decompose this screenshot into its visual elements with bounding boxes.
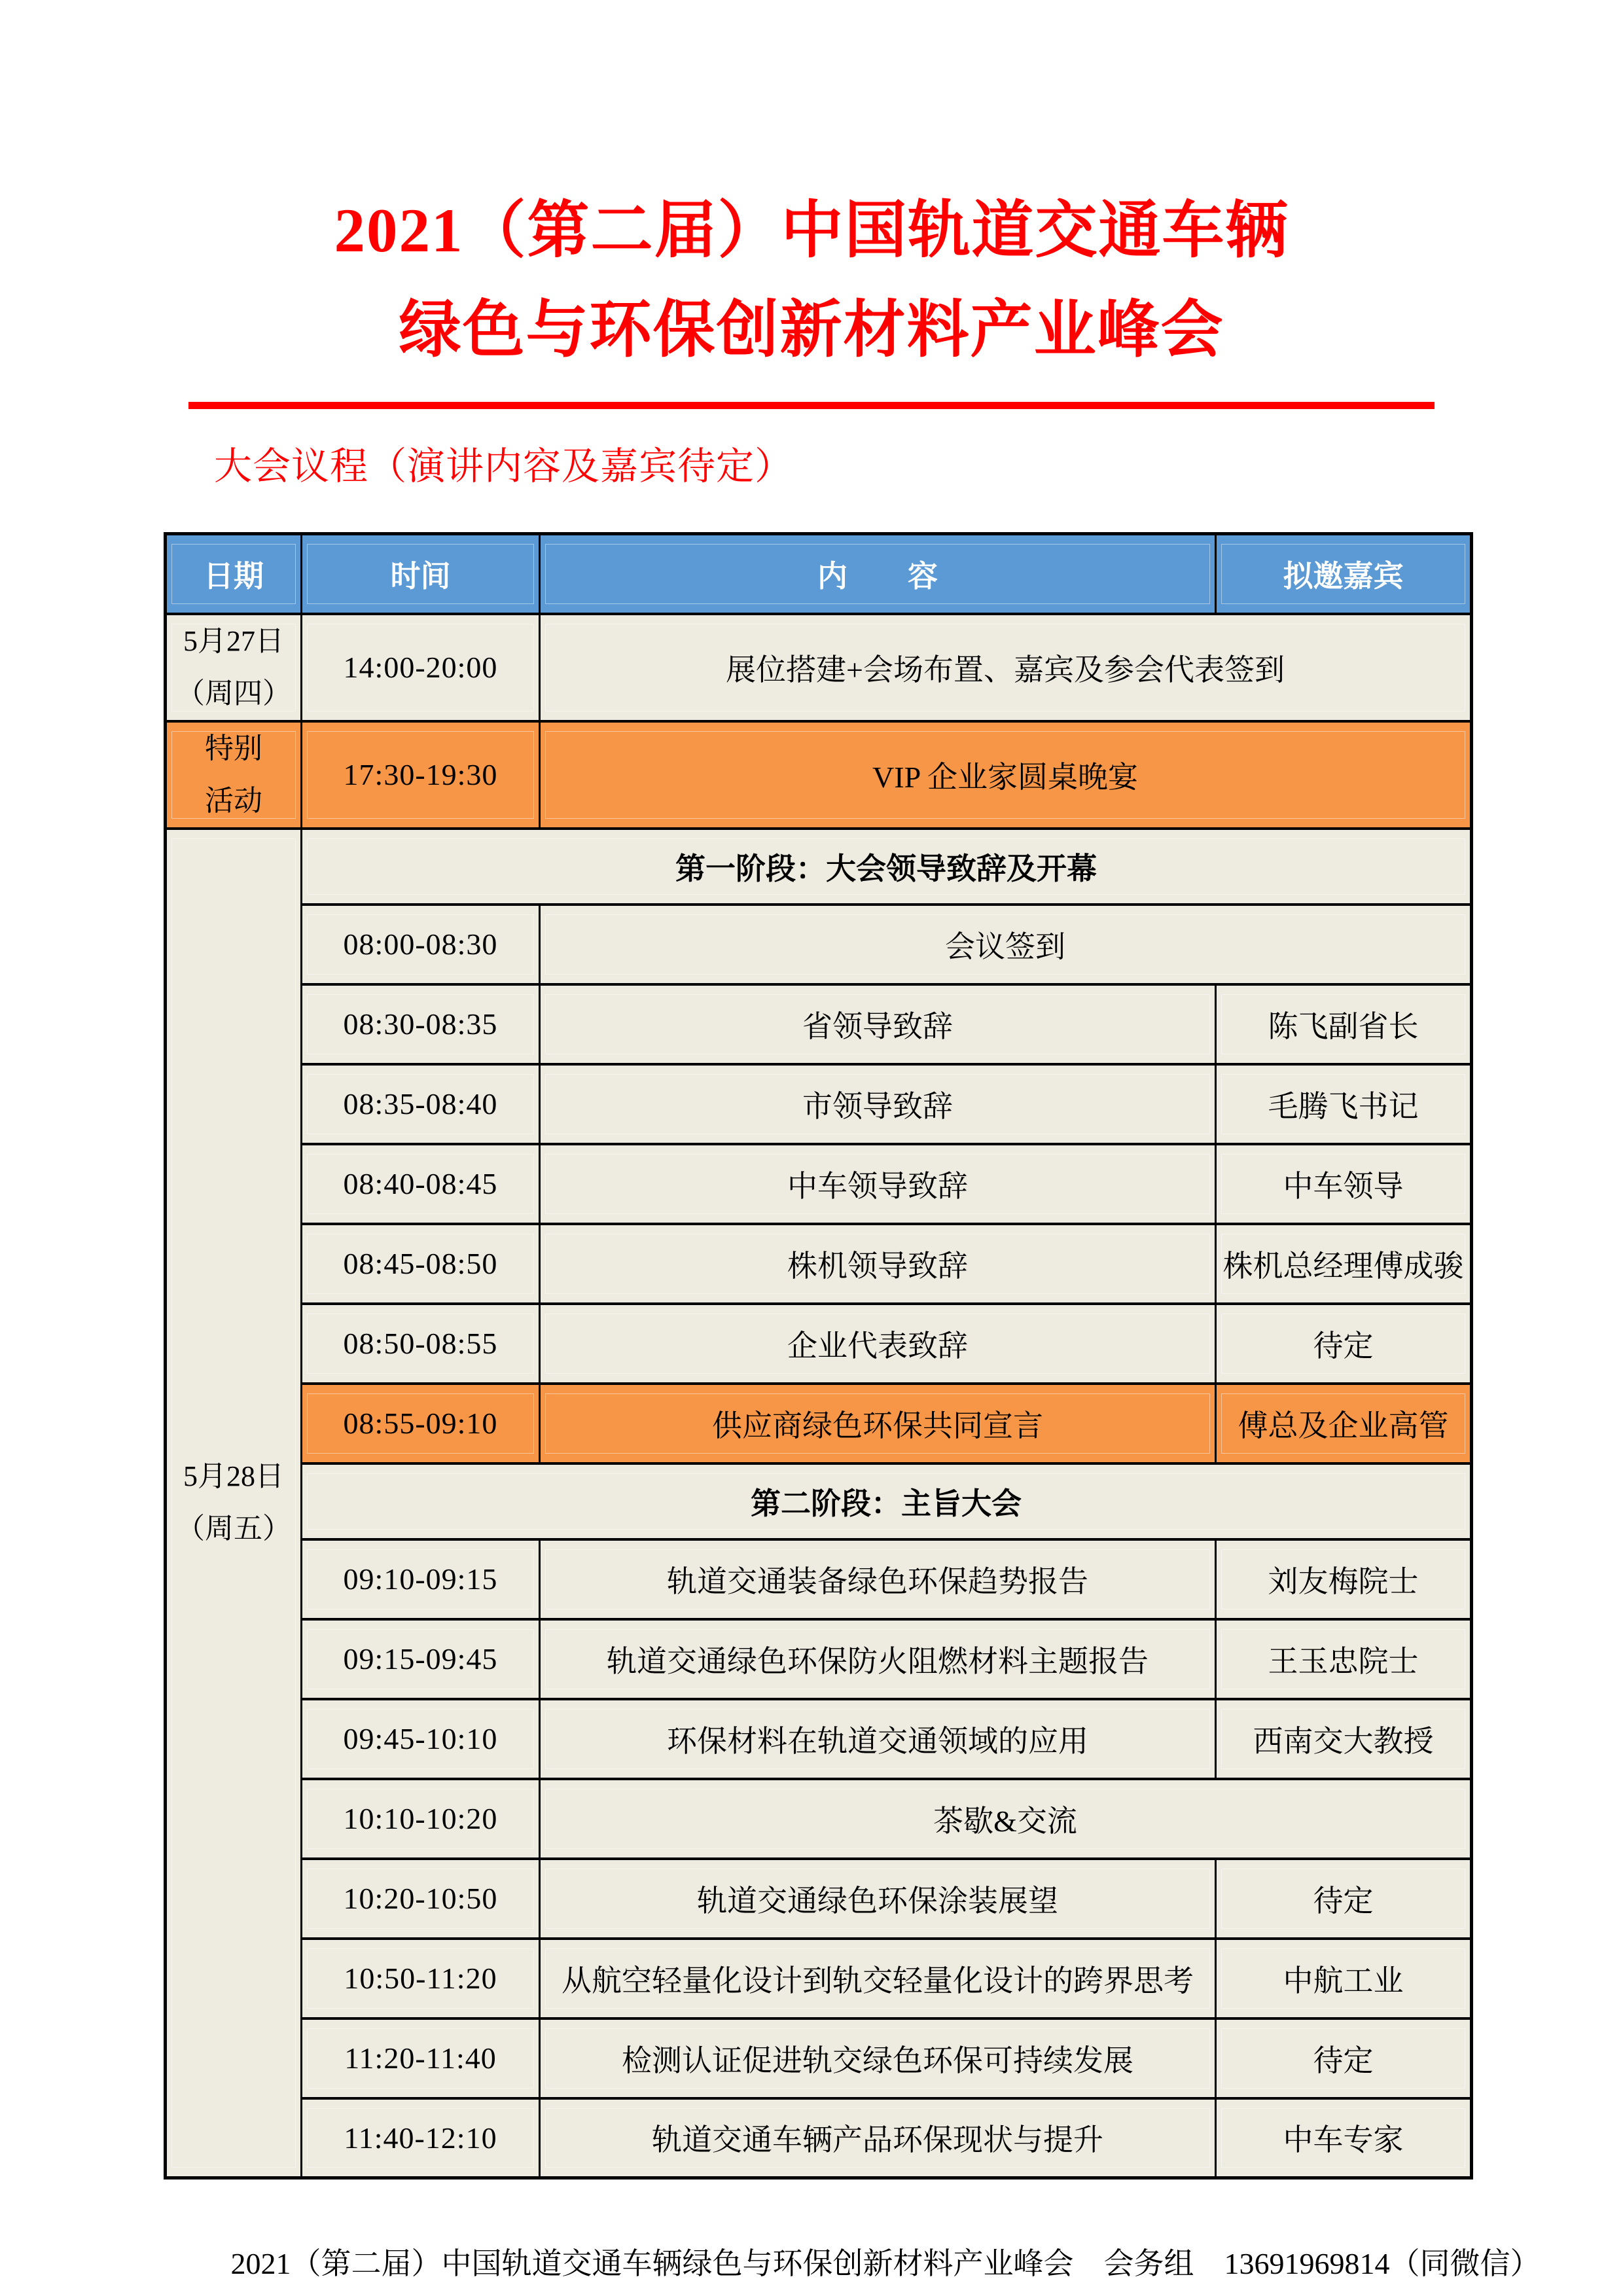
time-cell: 17:30-19:30 (302, 721, 540, 829)
date-line: 特别 (205, 732, 262, 764)
time-cell: 11:40-12:10 (302, 2098, 540, 2178)
date-line: 5月28日 (183, 1460, 284, 1493)
content-cell: 检测认证促进轨交绿色环保可持续发展 (540, 2018, 1216, 2098)
time-cell: 08:45-08:50 (302, 1224, 540, 1304)
guest-cell: 待定 (1216, 2018, 1472, 2098)
guest-cell: 中车领导 (1216, 1144, 1472, 1224)
title-line-2: 绿色与环保创新材料产业峰会 (399, 295, 1224, 365)
table-row (166, 1539, 1472, 1619)
page-title (0, 0, 1623, 380)
table-row (166, 2018, 1472, 2098)
table-row (166, 1304, 1472, 1384)
guest-cell: 王玉忠院士 (1216, 1619, 1472, 1699)
content-cell: 茶歇&交流 (540, 1779, 1472, 1859)
table-row (166, 905, 1472, 984)
content-cell: VIP 企业家圆桌晚宴 (540, 721, 1472, 829)
stage-header-row (166, 1463, 1472, 1539)
table-row-highlight (166, 721, 1472, 829)
time-cell: 09:10-09:15 (302, 1539, 540, 1619)
time-cell: 08:35-08:40 (302, 1064, 540, 1144)
time-cell: 08:40-08:45 (302, 1144, 540, 1224)
table-row (166, 1699, 1472, 1779)
guest-cell: 刘友梅院士 (1216, 1539, 1472, 1619)
guest-cell: 待定 (1216, 1859, 1472, 1939)
date-cell-may28 (166, 829, 302, 2178)
time-cell: 09:45-10:10 (302, 1699, 540, 1779)
agenda-table (164, 532, 1473, 2179)
content-cell: 展位搭建+会场布置、嘉宾及参会代表签到 (540, 614, 1472, 721)
time-cell: 10:20-10:50 (302, 1859, 540, 1939)
content-cell: 供应商绿色环保共同宣言 (540, 1384, 1216, 1463)
table-row (166, 1939, 1472, 2018)
time-cell: 08:00-08:30 (302, 905, 540, 984)
guest-cell: 株机总经理傅成骏 (1216, 1224, 1472, 1304)
time-cell: 14:00-20:00 (302, 614, 540, 721)
table-row-highlight (166, 1384, 1472, 1463)
title-line-1: 2021（第二届）中国轨道交通车辆 (334, 196, 1289, 265)
table-row (166, 1144, 1472, 1224)
date-cell-may27 (166, 614, 302, 721)
content-cell: 会议签到 (540, 905, 1472, 984)
content-cell: 企业代表致辞 (540, 1304, 1216, 1384)
time-cell: 10:50-11:20 (302, 1939, 540, 2018)
date-cell-special-activity (166, 721, 302, 829)
content-cell: 省领导致辞 (540, 984, 1216, 1064)
header-guest: 拟邀嘉宾 (1216, 534, 1472, 614)
table-row (166, 1779, 1472, 1859)
table-row (166, 984, 1472, 1064)
guest-cell: 中车专家 (1216, 2098, 1472, 2178)
agenda-subtitle: 大会议程（演讲内容及嘉宾待定） (214, 445, 794, 488)
table-row (166, 1224, 1472, 1304)
content-cell: 市领导致辞 (540, 1064, 1216, 1144)
content-cell: 株机领导致辞 (540, 1224, 1216, 1304)
table-header-row (166, 534, 1472, 614)
guest-cell: 陈飞副省长 (1216, 984, 1472, 1064)
time-cell: 08:50-08:55 (302, 1304, 540, 1384)
header-date: 日期 (166, 534, 302, 614)
content-cell: 从航空轻量化设计到轨交轻量化设计的跨界思考 (540, 1939, 1216, 2018)
date-line: 5月27日 (183, 624, 284, 657)
header-time: 时间 (302, 534, 540, 614)
table-row (166, 1619, 1472, 1699)
content-cell: 轨道交通绿色环保防火阻燃材料主题报告 (540, 1619, 1216, 1699)
time-cell: 10:10-10:20 (302, 1779, 540, 1859)
guest-cell: 毛腾飞书记 (1216, 1064, 1472, 1144)
time-cell: 11:20-11:40 (302, 2018, 540, 2098)
time-cell: 08:55-09:10 (302, 1384, 540, 1463)
content-cell: 轨道交通装备绿色环保趋势报告 (540, 1539, 1216, 1619)
footer-contact: 2021（第二届）中国轨道交通车辆绿色与环保创新材料产业峰会 会务组 13691969814（同微信） (230, 2247, 1541, 2280)
content-cell: 轨道交通车辆产品环保现状与提升 (540, 2098, 1216, 2178)
stage-title: 第一阶段：大会领导致辞及开幕 (302, 829, 1472, 905)
table-row (166, 1859, 1472, 1939)
content-cell: 环保材料在轨道交通领域的应用 (540, 1699, 1216, 1779)
table-row (166, 1064, 1472, 1144)
guest-cell: 中航工业 (1216, 1939, 1472, 2018)
stage-title: 第二阶段：主旨大会 (302, 1463, 1472, 1539)
time-cell: 08:30-08:35 (302, 984, 540, 1064)
date-line: （周五） (176, 1513, 291, 1545)
content-cell: 轨道交通绿色环保涂装展望 (540, 1859, 1216, 1939)
title-underline-rule (188, 402, 1435, 409)
stage-header-row (166, 829, 1472, 905)
table-row (166, 2098, 1472, 2178)
date-line: （周四） (176, 677, 291, 709)
guest-cell: 待定 (1216, 1304, 1472, 1384)
header-content: 内 容 (540, 534, 1216, 614)
guest-cell: 西南交大教授 (1216, 1699, 1472, 1779)
content-cell: 中车领导致辞 (540, 1144, 1216, 1224)
table-row (166, 614, 1472, 721)
guest-cell: 傅总及企业高管 (1216, 1384, 1472, 1463)
date-line: 活动 (205, 784, 262, 817)
time-cell: 09:15-09:45 (302, 1619, 540, 1699)
